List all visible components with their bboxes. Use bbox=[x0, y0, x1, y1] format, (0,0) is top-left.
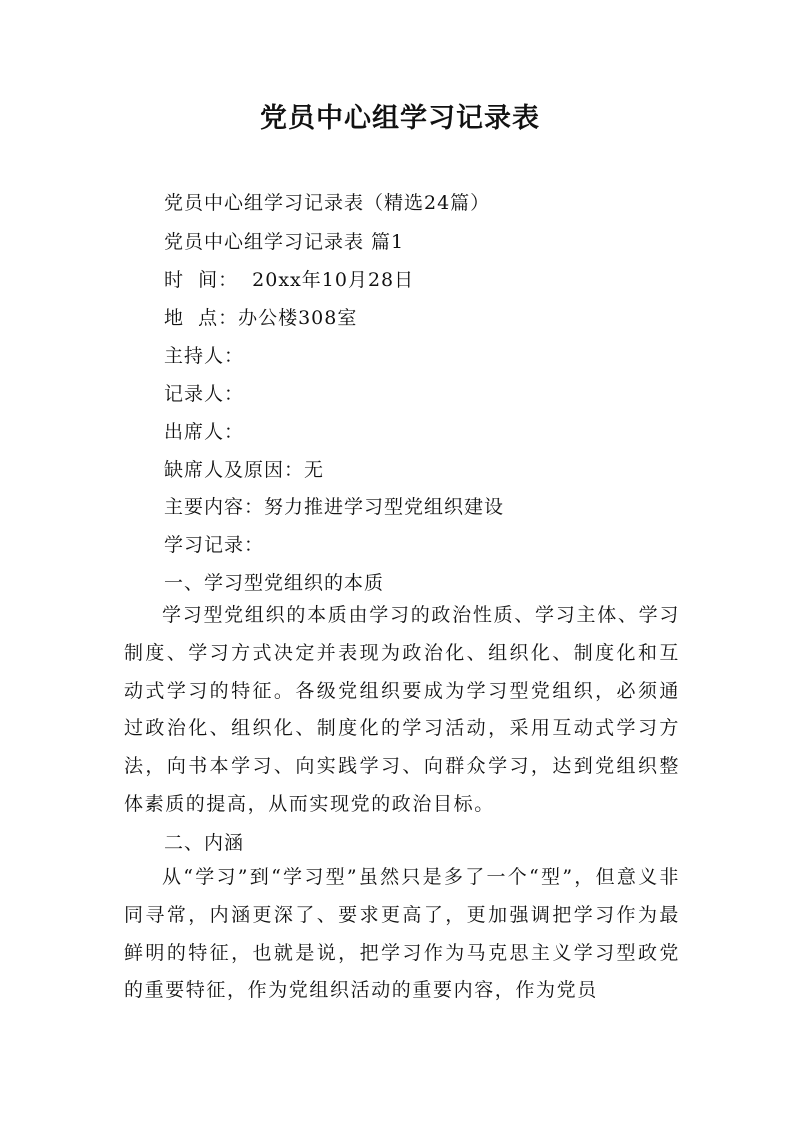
document-title: 党员中心组学习记录表 bbox=[260, 103, 540, 134]
time-line: 时 间： 20xx年10月28日 bbox=[164, 269, 415, 291]
recorder-label: 记录人： bbox=[164, 383, 245, 405]
paragraph-one: 学习型党组织的本质由学习的政治性质、学习主体、学习制度、学习方式决定并表现为政治化、组织化、制度化和互动式学习的特征。各级党组织要成为学习型党组织，必须通过政治化、组织化、制度化的学习活动，采用互动式学习方法，向书本学习、向实践学习、向群众学习，达到党组织整体素质的提高，从而实现党的政治目标。 bbox=[124, 604, 680, 815]
absent-line: 缺席人及原因：无 bbox=[164, 459, 325, 481]
section-heading: 党员中心组学习记录表 篇1 bbox=[164, 231, 405, 253]
place-line: 地 点：办公楼308室 bbox=[164, 307, 358, 329]
attendees-label: 出席人： bbox=[164, 421, 245, 443]
host-label: 主持人： bbox=[164, 345, 245, 367]
study-record-label: 学习记录： bbox=[164, 534, 265, 556]
document-subtitle: 党员中心组学习记录表（精选24篇） bbox=[164, 192, 491, 214]
heading-one: 一、学习型党组织的本质 bbox=[164, 572, 385, 594]
heading-two: 二、内涵 bbox=[164, 832, 245, 854]
paragraph-two: 从“学习”到“学习型”虽然只是多了一个“型”，但意义非同寻常，内涵更深了、要求更高了，更加强调把学习作为最鲜明的特征，也就是说，把学习作为马克思主义学习型政党的重要特征，作为党组织活动的重要内容，作为党员 bbox=[124, 866, 680, 1002]
main-content-line: 主要内容：努力推进学习型党组织建设 bbox=[164, 496, 505, 518]
